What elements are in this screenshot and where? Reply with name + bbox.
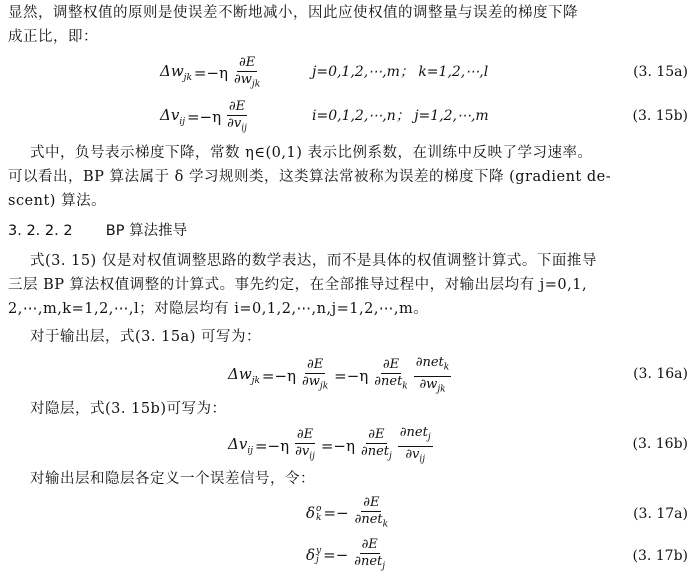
paragraph-2-line-2: 可以看出，BP 算法属于 δ 学习规则类，这类算法常被称为误差的梯度下降 (gradient de-	[8, 169, 612, 185]
eq-316a-fraction-3: $\frac{\partial net_k}{\partial w_{jk}}$	[415, 355, 450, 395]
paragraph-2-line-3: scent) 算法。	[8, 193, 107, 209]
eq-316b-equals-2: =−η	[320, 436, 355, 455]
equation-3-15a	[0, 54, 700, 88]
eq-315a-number: (3. 15a)	[633, 64, 688, 80]
eq-316b-fraction-1: $\frac{\partial E}{\partial v_{ij}}$	[295, 427, 315, 462]
section-number: 3. 2. 2. 2	[8, 223, 73, 239]
eq-316a-lhs: $\Delta w_{jk}$	[228, 364, 260, 386]
paragraph-1-line-2: 成正比，即：	[8, 29, 98, 45]
eq-315a-conditions: j=0,1,2,⋯,m； k=1,2,⋯,l	[312, 64, 489, 80]
eq-316a-equals-2: =−η	[334, 366, 369, 385]
eq-315b-equals: =−η	[186, 108, 222, 127]
paragraph-2-line-1: 式中，负号表示梯度下降，常数 η∈(0,1) 表示比例系数，在训练中反映了学习速率。	[30, 145, 593, 161]
eq-317b-fraction: $\frac{\partial E}{\partial net_j}$	[354, 537, 386, 572]
eq-317a-number: (3. 17a)	[633, 506, 688, 522]
equation-3-16a	[0, 354, 700, 395]
eq-317b-number: (3. 17b)	[632, 548, 688, 564]
paragraph-5: 对隐层，式(3. 15b)可写为：	[30, 401, 227, 417]
eq-315a-fraction: $\frac{\partial E}{\partial w_{jk}}$	[234, 55, 261, 90]
eq-316a-number: (3. 16a)	[633, 366, 688, 382]
eq-316a-fraction-2: $\frac{\partial E}{\partial net_k}$	[374, 357, 408, 392]
eq-317a-equals: =−	[323, 504, 349, 523]
equation-3-17b	[0, 538, 700, 572]
eq-316a-equals-1: =−η	[261, 366, 297, 385]
eq-316a-fraction-1: $\frac{\partial E}{\partial w_{jk}}$	[302, 357, 329, 392]
eq-315b-fraction: $\frac{\partial E}{\partial v_{ij}}$	[227, 99, 247, 134]
eq-316b-fraction-3: $\frac{\partial net_j}{\partial v_{ij}}$	[399, 425, 431, 465]
paragraph-6: 对输出层和隐层各定义一个误差信号，令：	[30, 471, 315, 487]
equation-3-17a	[0, 496, 700, 530]
eq-316b-number: (3. 16b)	[632, 436, 688, 452]
eq-316b-equals-1: =−η	[254, 436, 290, 455]
paragraph-3-line-3: 2,⋯,m,k=1,2,⋯,l；对隐层均有 i=0,1,2,⋯,n,j=1,2,⋯,m。	[8, 301, 429, 317]
paragraph-3-line-1: 式(3. 15) 仅是对权值调整思路的数学表达，而不是具体的权值调整计算式。下面推导	[30, 253, 597, 269]
equation-3-16b	[0, 424, 700, 465]
eq-317a-lhs: δ o k	[306, 503, 322, 523]
eq-316b-fraction-2: $\frac{\partial E}{\partial net_j}$	[360, 427, 392, 462]
equation-3-15b	[0, 98, 700, 132]
paragraph-4: 对于输出层，式(3. 15a) 可写为：	[30, 329, 261, 345]
paragraph-1-line-1: 显然，调整权值的原则是使误差不断地减小，因此应使权值的调整量与误差的梯度下降	[8, 5, 578, 21]
eq-315a-lhs: $\Delta w_{jk}$	[160, 62, 192, 84]
eq-315b-number: (3. 15b)	[632, 108, 688, 124]
paragraph-3-line-2: 三层 BP 算法权值调整的计算式。事先约定，在全部推导过程中，对输出层均有 j=0,1,	[8, 277, 588, 293]
section-heading	[8, 224, 187, 239]
eq-317b-lhs: δ y j	[306, 545, 322, 565]
section-title: BP 算法推导	[105, 223, 188, 239]
eq-315a-equals: =−η	[193, 64, 229, 83]
eq-315b-lhs: $\Delta v_{ij}$	[160, 106, 185, 128]
eq-317a-fraction: $\frac{\partial E}{\partial net_k}$	[354, 495, 389, 530]
eq-316b-lhs: $\Delta v_{ij}$	[228, 434, 253, 456]
eq-315b-conditions: i=0,1,2,⋯,n； j=1,2,⋯,m	[312, 108, 489, 124]
eq-317b-equals: =−	[323, 546, 349, 565]
